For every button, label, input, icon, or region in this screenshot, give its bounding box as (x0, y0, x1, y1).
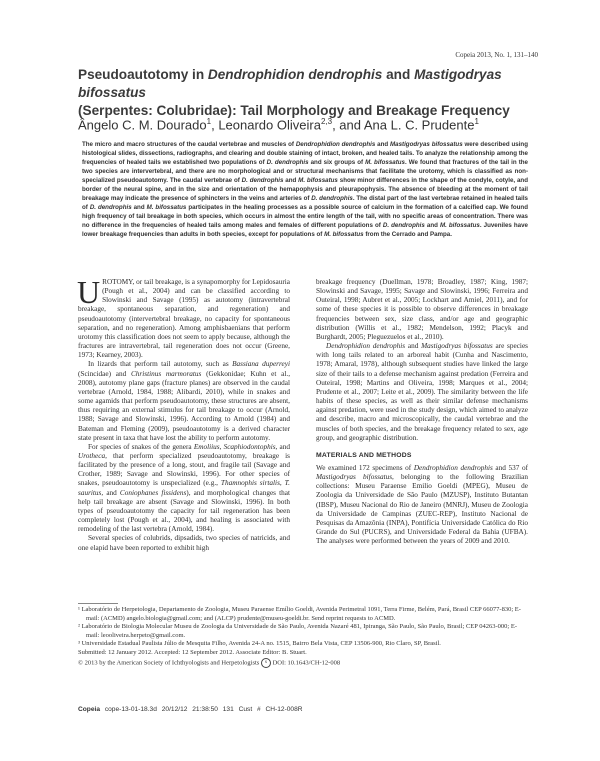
abstract-text: . The distal part of the last vertebrae retained in healed tails of (82, 195, 528, 212)
abstract-text: from the Cerrado and Pampa. (363, 231, 452, 239)
author-name: Leonardo Oliveira (218, 117, 321, 133)
footer-page: 131 (222, 706, 234, 713)
paragraph-text: We examined 172 specimens of (316, 463, 414, 472)
paragraph-text: ROTOMY, or tail breakage, is a synapomorphy for Lepidosauria (Pough et al., 2004) and can be classified according to Slowinski and Savage (1995) as autotomy (intravertebral breakage, spontaneous separation, and regeneration) and pseudoautotomy (intervertebral breakage, no capacity for spontaneous separation, and no regeneration). Among amphisbaenians that perform urotomy this classification does not seem to apply because, although the fractures are intravertebral, tail regeneration does not occur (Greene, 1973; Kearney, 2003). (78, 278, 290, 360)
abstract-text: and (131, 204, 147, 212)
species-name: Christinus marmoratus (130, 369, 202, 378)
species-name: D. dendrophis (382, 222, 425, 230)
paragraph-text: and (277, 442, 291, 451)
footnote: ² Laboratório de Biologia Molecular Museu de Zoologia da Universidade de São Paulo, Avenida Nazaré 481, Ipiranga, São Paulo, São Paulo, Brasil; CEP 04263-000; E-mail: leooliveira.herpeto@gmail.com. (78, 623, 517, 639)
paragraph-text: and (103, 488, 120, 497)
footnote-divider (78, 603, 118, 604)
species-name: M. bifossatus (365, 159, 405, 167)
species-name: Bassiana duperreyi (232, 360, 290, 369)
title-text: Pseudoautotomy in (78, 67, 208, 82)
copyright-text: © 2013 by the American Society of Ichthyologists and Herpetologists (78, 659, 261, 667)
submission-dates: Submitted: 12 January 2012. Accepted: 12 September 2012. Associate Editor: B. Stuart. (78, 648, 307, 656)
paragraph-text: For species of snakes of the genera (88, 442, 194, 451)
author-affiliation: 2,3 (320, 117, 333, 126)
footer-file: cope-13-01-18.3d (104, 706, 157, 713)
author-separator: , and (332, 117, 364, 133)
copyright-line (78, 658, 528, 668)
paragraph-text: belonging to the following Brazilian collections: Museu Paraense Emilio Goeldi (MPEG), Museu de Zoologia da Universidade de São Paulo (MZUSP), Instituto Butantan (IBSP), Museu Nacional do Rio de Janeiro (MNRJ), Museu de Zoologia da Universidade de Campinas (ZUEC-REP), Instituto Nacional de Pesquisas da Amazônia (INPA), Pontifícia Universidade Católica do Rio Grande do Sul (PUCRS), and Universidade Federal da Bahia (UFBA). The analyses were performed between the years of 2009 and 2010. (316, 473, 528, 546)
journal-citation: Copeia 2013, No. 1, 131–140 (455, 51, 538, 59)
abstract-text: and (424, 222, 440, 230)
paragraph-text: that perform specialized pseudoautotomy, breakage is facilitated by the presence of a long, stout, and fragile tail (Savage and Crother, 1989; Savage and Slowinski, 1996). For other species of snakes, pseudoautotomy is unspecialized (e.g., (78, 451, 290, 488)
species-name: D. dendrophis (266, 159, 309, 167)
species-name: Urotheca, (78, 451, 107, 460)
species-name: Coniophanes fissidens (119, 488, 187, 497)
paragraph-text: ), and morphological changes that help tail breakage are absent (Savage and Slowinski, 1996). In both types of pseudoautotomy the capacity for tail regeneration has been completely lost (Pough et al., 2004), and healing is associated with remodeling of the last vertebra (Arnold, 1984). (78, 488, 291, 534)
species-name: Dendrophidion dendrophis (326, 342, 406, 351)
abstract-text: and (283, 177, 299, 185)
species-name: Mastigodryas bifossatus, (316, 473, 394, 482)
drop-cap: U (77, 274, 101, 310)
author-affiliation: 1 (474, 117, 479, 126)
body-column-right (316, 278, 528, 546)
body-paragraph (78, 360, 290, 442)
title-subtitle: (Serpentes: Colubridae): Tail Morphology and Breakage Frequency (78, 103, 510, 118)
body-paragraph (77, 274, 290, 360)
author-affiliation: 1 (206, 117, 212, 126)
paragraph-text: and 537 of (492, 463, 529, 472)
species-name: M. bifossatus (146, 204, 187, 212)
species-name: Thamnophis sirtalis, T. sauritus, (78, 479, 290, 497)
paragraph-text: and (405, 342, 422, 351)
body-paragraph (316, 342, 528, 443)
abstract (82, 140, 528, 240)
abstract-text: . We found that fractures of the tail in the two species are intervertebral, and there are no morphological and or structural mechanisms that facilitate the urotomy, which is classified as non-specialized pseudoautotomy. The caudal vertebrae of (82, 159, 528, 185)
abstract-text: were described using histological slides, dissections, radiographs, and clearing and double staining of intact, broken, and healed tails. To analyze the relationship among the frequencies of healed tails we established two populations of (82, 141, 528, 167)
footer-date: 20/12/12 (161, 706, 188, 713)
species-name: Emoliius, Scaphiodontophis, (193, 442, 278, 451)
species-name: Dendrophidion dendrophis (413, 463, 493, 472)
abstract-text: and (375, 141, 390, 148)
author-list (78, 117, 538, 132)
doi-text: DOI: 10.1643/CH-12-008 (270, 659, 341, 667)
abstract-text: The micro and macro structures of the caudal vertebrae and muscles of (82, 141, 296, 148)
author-separator: , (211, 117, 219, 133)
species-name: Mastigodryas bifossatus (421, 342, 493, 351)
abstract-text: and six groups of (308, 159, 366, 167)
footnotes (78, 606, 528, 668)
paragraph-text: In lizards that perform tail autotomy, such as (88, 360, 233, 369)
paragraph-text: breakage frequency (Duellman, 1978; Broadley, 1987; King, 1987; Slowinski and Savage, 1995; Savage and Slowinski, 1996; Ferreira and Outeiral, 1998; Aubret et al., 2005; Lockhart and Amiel, 2011), and for some of these species it is possible to observe differences in breakage frequencies between sex, size class, and/or age and geographic distribution (Willis et al., 1982; Mendelson, 1992; Placyk and Burghardt, 2005; Pleguezuelos et al., 2010). (316, 278, 528, 341)
section-heading: MATERIALS AND METHODS (316, 451, 412, 459)
body-paragraph (316, 464, 528, 546)
species-name: Mastigodryas bifossatus (389, 141, 463, 148)
species-name: M. bifossatus (324, 231, 364, 239)
author-name: Ana L. C. Prudente (363, 117, 475, 133)
species-name: M. bifossatus (298, 177, 338, 185)
paragraph-text: (Scincidae) and (78, 369, 131, 378)
footnote: ¹ Laboratório de Herpetologia, Departamento de Zoologia, Museu Paraense Emílio Goeldi, Avenida Perimetral 1091, Terra Firme, Belém, Pará, Brasil CEP 66077-830; E-mail: (ACMD) angelo.biologia@gmail.com; and (ALCP) prudente@museu-goeldi.br. Send reprint requests to ACMD. (78, 606, 521, 622)
abstract-text: . Juveniles have lower breakage frequencies than adults in both species, except for populations of (82, 222, 528, 239)
title-text: and (382, 67, 415, 82)
species-name: D. dendrophis (89, 204, 132, 212)
species-name: D. dendrophis (241, 177, 284, 185)
abstract-text: participates in the healing processes as a possible source of calcium in the formation of a calcified cap. We found high frequency of tail breakage in both species, which occurs in almost the entire length of the tail, with no specific areas of concentration. There was no difference in the frequencies of healed tails among males and females of different populations of (82, 204, 528, 230)
footer-time: 21:38:50 (192, 706, 218, 713)
author-name: Ângelo C. M. Dourado (78, 117, 207, 133)
body-column-left (77, 274, 291, 553)
footer-cust: Cust # CH-12-008R (238, 706, 303, 713)
print-footer (78, 706, 528, 713)
paragraph-text: Several species of colubrids, dipsadids, two species of natricids, and one elapid have been reported to exhibit high (78, 534, 290, 552)
body-paragraph (316, 278, 528, 342)
body-paragraph (78, 443, 290, 535)
paragraph-text: (Gekkonidae; Kuhn et al., 2008), autotomy plane gaps (fracture planes) are observed in the caudal vertebrae (Arnold, 1984, 1988; Alibardi, 2010), while in snakes and some agamids that perform pseudoautotomy, these structures are absent, thus requiring an external stimulus for tail breakage to occur (Arnold, 1988; Savage and Slowinski, 1996). According to Arnold (1984) and Bateman and Fleming (2009), pseudoautotomy is a derived character state present in taxa that have lost the ability to perform autotomy. (78, 369, 291, 442)
species-name: Dendrophidion dendrophis (295, 141, 376, 148)
species-name: M. bifossatus (439, 222, 480, 230)
footnote: ³ Universidade Estadual Paulista Júlio de Mesquita Filho, Avenida 24-A no. 1515, Bairro Bela Vista, CEP 13506-900, Rio Claro, SP, Brasil. (78, 640, 441, 648)
doi-symbol-icon: s (261, 658, 271, 668)
species-name: D. dendrophis (311, 195, 353, 203)
title-species-2: Mastigodryas bifossatus (78, 67, 502, 100)
article-title (78, 66, 538, 120)
abstract-text: show minor differences in the shape of the condyle, cotyle, and border of the neural spine, and in the size and orientation of the hemapophysis and pleurapophysis. The absence of bleeding at the moment of tail breakage may indicate the presence of sphincters in the veins and arteries of (82, 177, 528, 203)
title-species-1: Dendrophidion dendrophis (207, 67, 383, 82)
paragraph-text: are species with long tails related to an arboreal habit (Cunha and Nascimento, 1978; Amaral, 1978), although subsequent studies have linked the large size of their tails to a defense mechanism against predation (Ferreira and Outeiral, 1998; Martins and Oliveira, 1998; Marques et al., 2004; Prudente et al., 2007; Leite et al., 2009). The similarity between the life habits of these species, as well as their similar defense mechanisms against predation, were used in the study design, which aimed to analyze and describe, macro and microscopically, the caudal vertebrae and the muscles of both species, and the breakage frequency related to sex, age group, and geographic distribution. (316, 342, 528, 442)
body-paragraph (78, 534, 290, 552)
footer-journal: Copeia (78, 706, 100, 713)
